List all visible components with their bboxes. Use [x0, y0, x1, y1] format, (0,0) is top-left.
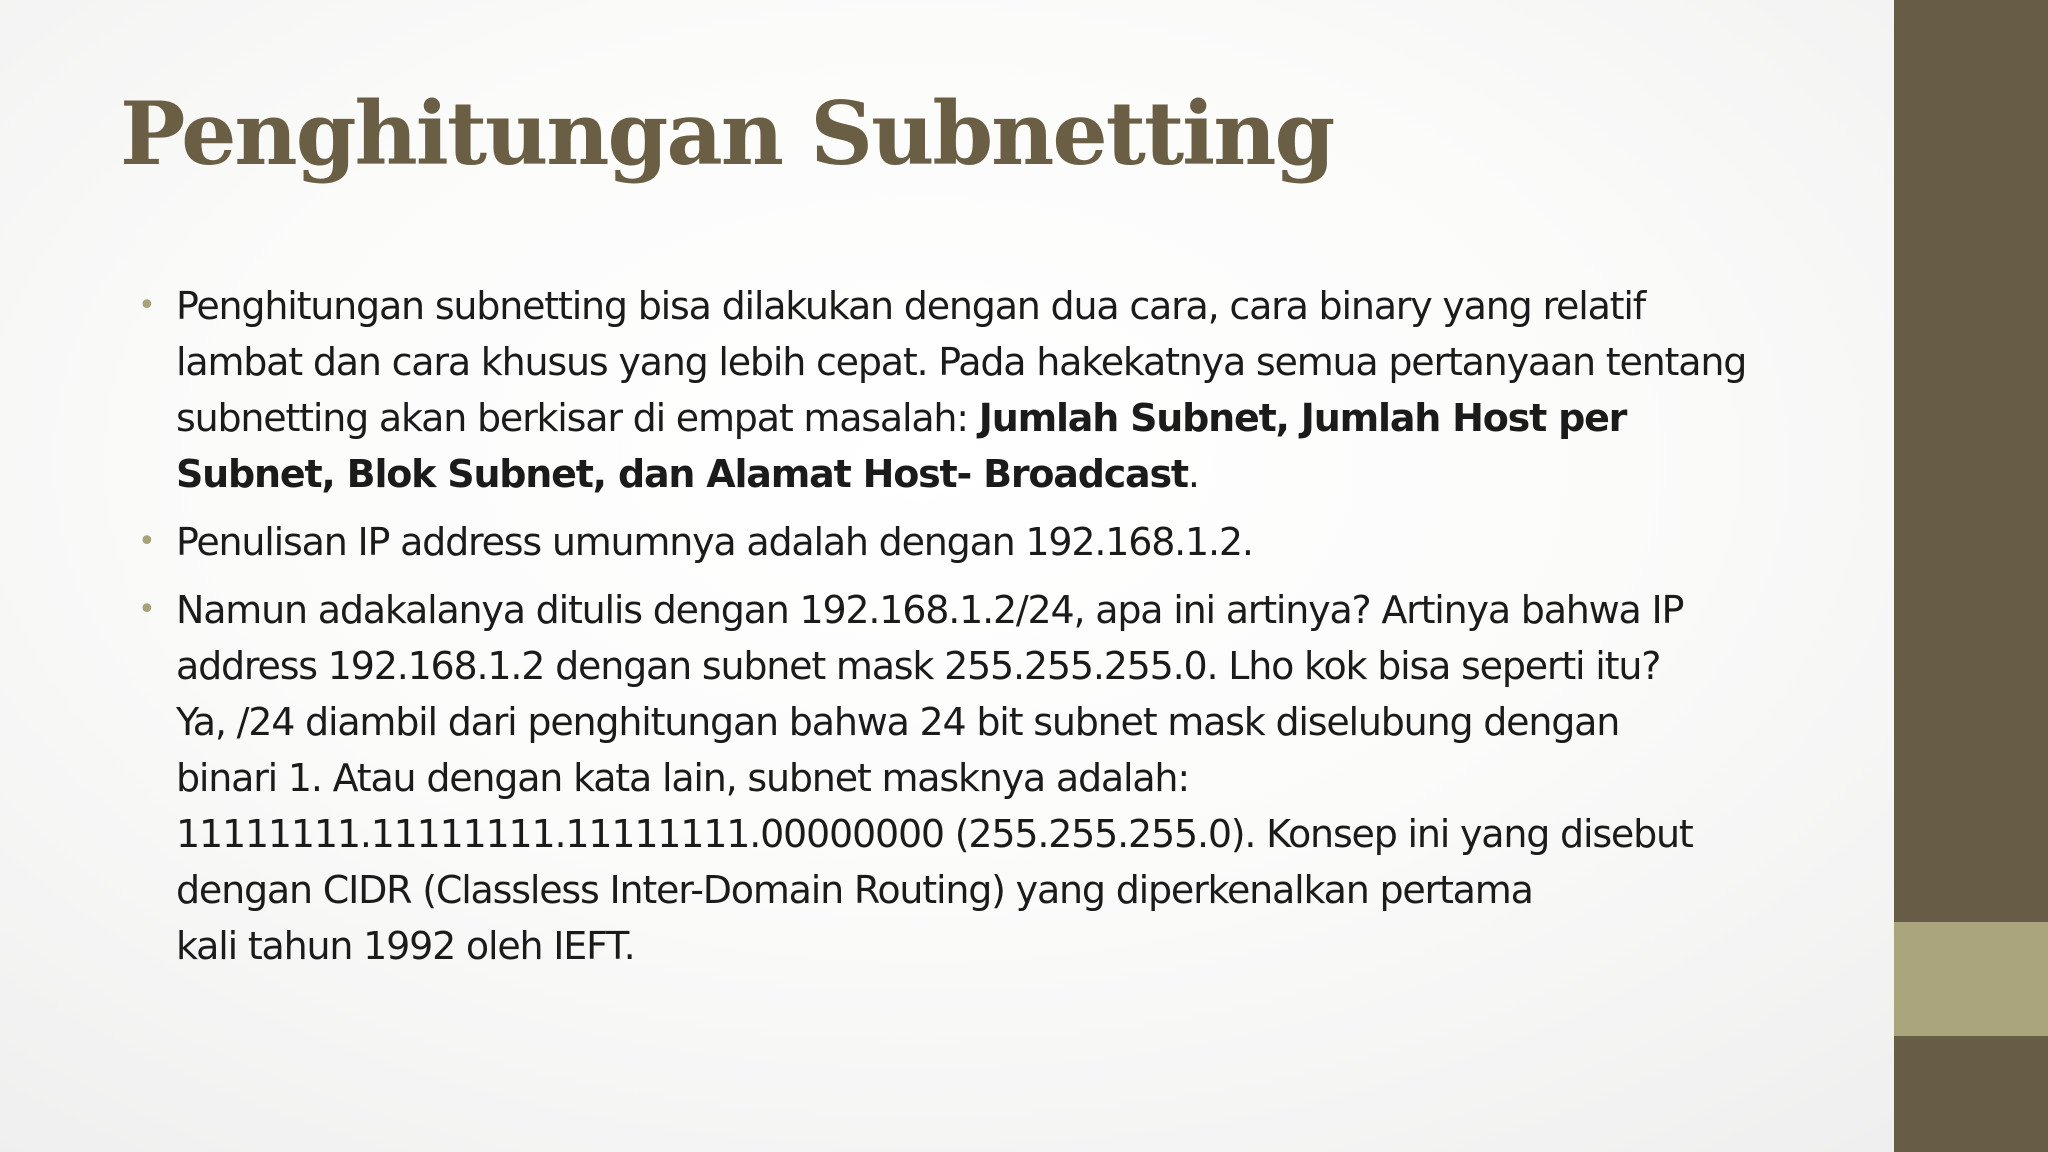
bullet-text-end: . — [1187, 452, 1199, 496]
bullet-line: Namun adakalanya ditulis dengan 192.168.1.2/24, apa ini artinya? Artinya bahwa IP — [176, 588, 1684, 632]
slide-title: Penghitungan Subnetting — [120, 82, 1334, 185]
bullet-item-cidr — [138, 582, 1778, 974]
bullet-text-intro: Penghitungan subnetting bisa dilakukan dengan dua cara, cara binary yang relatif lambat dan cara khusus yang lebih cepat. Pada hakekatnya semua pertanyaan tentang subnetting akan berkisar di empat masalah: — [176, 284, 1747, 440]
bullet-text: Penulisan IP address umumnya adalah dengan 192.168.1.2. — [176, 520, 1253, 564]
bullet-item-ip-notation — [138, 514, 1778, 570]
bullet-line: 11111111.11111111.11111111.00000000 (255.255.255.0). Konsep ini yang disebut — [176, 812, 1693, 856]
bullet-line: Ya, /24 diambil dari penghitungan bahwa 24 bit subnet mask diselubung dengan — [176, 700, 1620, 744]
bullet-dot-icon: • — [138, 524, 155, 559]
bullet-line: binari 1. Atau dengan kata lain, subnet masknya adalah: — [176, 756, 1189, 800]
bullet-dot-icon: • — [138, 288, 155, 323]
bullet-line: kali tahun 1992 oleh IEFT. — [176, 924, 635, 968]
bullet-text — [176, 582, 1778, 974]
decorative-sidebar-accent — [1894, 922, 2048, 1036]
bullet-text — [176, 278, 1778, 502]
bullet-dot-icon: • — [138, 592, 155, 627]
bullet-list — [138, 278, 1778, 986]
bullet-item-subnetting-methods — [138, 278, 1778, 502]
bullet-line: address 192.168.1.2 dengan subnet mask 255.255.255.0. Lho kok bisa seperti itu? — [176, 644, 1661, 688]
bullet-text-bold-topics: Jumlah Subnet, Jumlah Host per Subnet, Blok Subnet, dan Alamat Host- Broadcast — [176, 396, 1627, 496]
bullet-line: dengan CIDR (Classless Inter-Domain Routing) yang diperkenalkan pertama — [176, 868, 1533, 912]
